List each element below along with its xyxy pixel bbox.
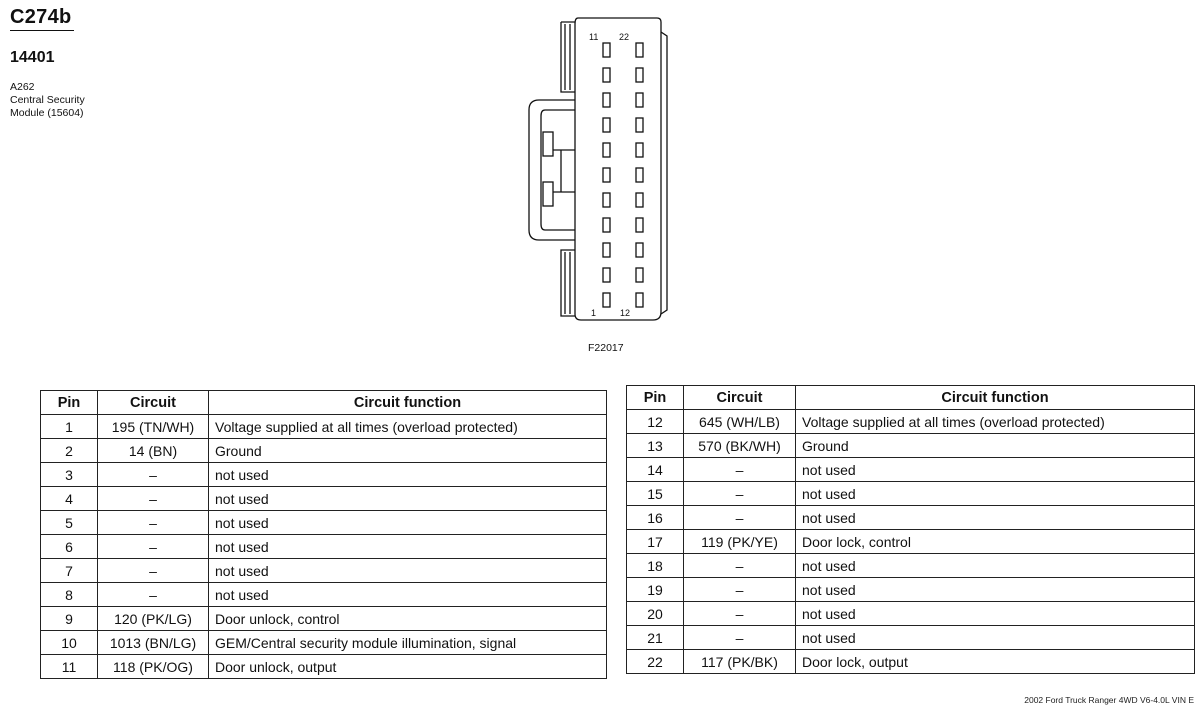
pin-cell: 4	[41, 487, 98, 511]
table-header-row	[41, 391, 607, 415]
lock-latch	[529, 100, 575, 240]
circuit-cell: 119 (PK/YE)	[684, 530, 796, 554]
pin-cell: 3	[41, 463, 98, 487]
circuit-cell: –	[98, 511, 209, 535]
pin-column-header: Pin	[627, 386, 684, 410]
circuit-cell: –	[98, 535, 209, 559]
table-row	[41, 439, 607, 463]
function-cell: not used	[209, 511, 607, 535]
table-row	[627, 482, 1195, 506]
upper-rib-block	[561, 22, 575, 92]
pin-cavity	[603, 43, 610, 57]
function-cell: not used	[796, 554, 1195, 578]
location-line-1: A262	[10, 81, 35, 93]
function-cell: Door unlock, control	[209, 607, 607, 631]
table-row	[627, 530, 1195, 554]
circuit-cell: 117 (PK/BK)	[684, 650, 796, 674]
circuit-cell: –	[98, 583, 209, 607]
circuit-cell: –	[684, 602, 796, 626]
pin-cell: 18	[627, 554, 684, 578]
location-line-2: Central Security	[10, 94, 85, 106]
pin-cell: 14	[627, 458, 684, 482]
pin-cavity	[603, 143, 610, 157]
cavity-label-22: 22	[619, 32, 630, 42]
function-cell: not used	[209, 487, 607, 511]
pin-cell: 9	[41, 607, 98, 631]
circuit-column-header: Circuit	[684, 386, 796, 410]
function-cell: Ground	[209, 439, 607, 463]
circuit-cell: 120 (PK/LG)	[98, 607, 209, 631]
pin-cell: 1	[41, 415, 98, 439]
pin-cavity	[636, 193, 643, 207]
side-rail	[661, 32, 667, 314]
circuit-cell: –	[98, 463, 209, 487]
table-row	[627, 554, 1195, 578]
pin-cavity	[636, 268, 643, 282]
circuit-cell: 118 (PK/OG)	[98, 655, 209, 679]
function-cell: Voltage supplied at all times (overload protected)	[209, 415, 607, 439]
vehicle-footer: 2002 Ford Truck Ranger 4WD V6-4.0L VIN E	[1024, 695, 1194, 705]
circuit-column-header: Circuit	[98, 391, 209, 415]
pin-cell: 19	[627, 578, 684, 602]
pin-cavity	[603, 243, 610, 257]
pin-cell: 6	[41, 535, 98, 559]
function-cell: not used	[796, 482, 1195, 506]
pin-cell: 2	[41, 439, 98, 463]
pin-cavity	[636, 68, 643, 82]
circuit-cell: –	[98, 487, 209, 511]
table-row	[41, 415, 607, 439]
function-cell: Door lock, control	[796, 530, 1195, 554]
circuit-cell: –	[684, 458, 796, 482]
table-row	[41, 511, 607, 535]
pin-cell: 21	[627, 626, 684, 650]
circuit-cell: –	[684, 554, 796, 578]
pinout-table-right	[626, 385, 1195, 674]
circuit-cell: 14 (BN)	[98, 439, 209, 463]
pin-cavity	[603, 168, 610, 182]
table-row	[41, 535, 607, 559]
cavity-label-12: 12	[620, 308, 631, 318]
pin-cavity	[636, 143, 643, 157]
circuit-cell: –	[684, 482, 796, 506]
pin-cavity	[603, 218, 610, 232]
table-row	[627, 578, 1195, 602]
table-row	[627, 650, 1195, 674]
table-row	[627, 602, 1195, 626]
function-column-header: Circuit function	[209, 391, 607, 415]
table-row	[41, 631, 607, 655]
pin-cavity	[603, 118, 610, 132]
function-cell: not used	[209, 583, 607, 607]
pin-cell: 12	[627, 410, 684, 434]
function-column-header: Circuit function	[796, 386, 1195, 410]
pin-column-header: Pin	[41, 391, 98, 415]
table-row	[627, 410, 1195, 434]
circuit-cell: –	[684, 626, 796, 650]
pin-cavity	[603, 293, 610, 307]
pin-cell: 13	[627, 434, 684, 458]
pin-cell: 16	[627, 506, 684, 530]
function-cell: Ground	[796, 434, 1195, 458]
pin-cell: 15	[627, 482, 684, 506]
table-row	[627, 458, 1195, 482]
connector-id: C274b	[10, 6, 72, 28]
circuit-cell: 195 (TN/WH)	[98, 415, 209, 439]
pin-cell: 7	[41, 559, 98, 583]
function-cell: not used	[209, 535, 607, 559]
function-cell: Door lock, output	[796, 650, 1195, 674]
table-row	[41, 583, 607, 607]
pin-cavity	[636, 168, 643, 182]
housing-outline	[575, 18, 661, 320]
table-row	[41, 487, 607, 511]
part-number: 14401	[10, 49, 55, 66]
pin-cavity	[636, 218, 643, 232]
figure-id: F22017	[588, 342, 624, 354]
table-row	[41, 463, 607, 487]
circuit-cell: –	[98, 559, 209, 583]
pin-cell: 11	[41, 655, 98, 679]
pin-cell: 8	[41, 583, 98, 607]
function-cell: not used	[796, 578, 1195, 602]
circuit-cell: –	[684, 506, 796, 530]
cavity-label-1: 1	[591, 308, 597, 318]
table-row	[41, 607, 607, 631]
pinout-table-left	[40, 390, 607, 679]
pin-cavity	[636, 118, 643, 132]
function-cell: Voltage supplied at all times (overload protected)	[796, 410, 1195, 434]
location-line-3: Module (15604)	[10, 107, 84, 119]
table-row	[627, 434, 1195, 458]
pin-cavity	[603, 93, 610, 107]
pin-cavities	[603, 43, 643, 307]
table-row	[41, 655, 607, 679]
pin-cavity	[636, 293, 643, 307]
function-cell: not used	[209, 559, 607, 583]
circuit-cell: –	[684, 578, 796, 602]
table-header-row	[627, 386, 1195, 410]
function-cell: not used	[796, 458, 1195, 482]
function-cell: not used	[796, 602, 1195, 626]
function-cell: Door unlock, output	[209, 655, 607, 679]
pin-cavity	[603, 268, 610, 282]
pin-cavity	[636, 243, 643, 257]
circuit-cell: 645 (WH/LB)	[684, 410, 796, 434]
pin-cavity	[636, 93, 643, 107]
pin-cell: 10	[41, 631, 98, 655]
pin-cavity	[603, 193, 610, 207]
function-cell: not used	[796, 626, 1195, 650]
function-cell: not used	[796, 506, 1195, 530]
circuit-cell: 1013 (BN/LG)	[98, 631, 209, 655]
cavity-label-11: 11	[589, 32, 599, 42]
function-cell: not used	[209, 463, 607, 487]
table-row	[627, 506, 1195, 530]
function-cell: GEM/Central security module illumination, signal	[209, 631, 607, 655]
pin-cell: 20	[627, 602, 684, 626]
lower-rib-block	[561, 250, 575, 316]
connector-face-diagram	[515, 10, 685, 330]
table-row	[41, 559, 607, 583]
table-row	[627, 626, 1195, 650]
pin-cavity	[603, 68, 610, 82]
pin-cell: 5	[41, 511, 98, 535]
circuit-cell: 570 (BK/WH)	[684, 434, 796, 458]
pin-cell: 17	[627, 530, 684, 554]
pin-cell: 22	[627, 650, 684, 674]
pin-cavity	[636, 43, 643, 57]
connector-id-underline	[10, 30, 74, 31]
